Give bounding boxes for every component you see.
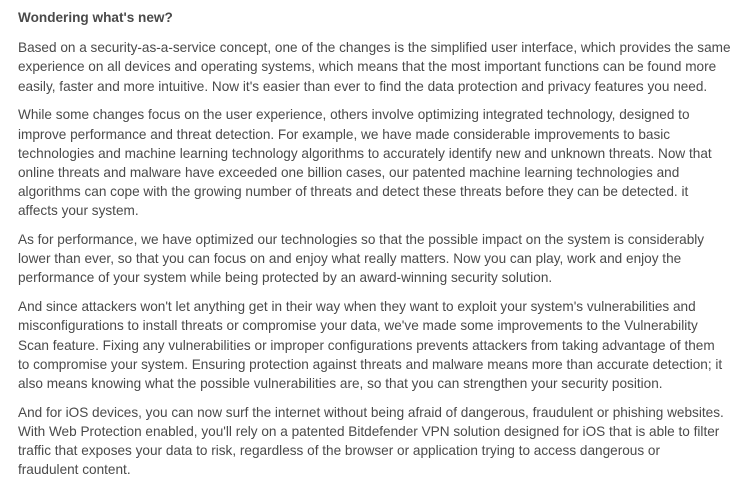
paragraph-line: Based on a security-as-a-service concept, one of the changes is the simplified user interface, which provides the same — [18, 40, 731, 56]
paragraph-line: technologies and machine learning technology algorithms to accurately identify new and unknown threats. Now that — [18, 145, 712, 161]
paragraph-line: Scan feature. Fixing any vulnerabilities or improper configurations prevents attackers from taking advantage of them — [18, 337, 715, 353]
paragraph-line: algorithms can cope with the growing number of threats and detect these threats before they can be detected. it — [18, 184, 689, 200]
paragraph-line: performance of your system while being protected by an award-winning security solution. — [18, 270, 553, 286]
paragraph-line: While some changes focus on the user experience, others involve optimizing integrated technology, designed to — [18, 107, 690, 123]
paragraph-line: online threats and malware have exceeded one billion cases, our patented machine learning technologies and — [18, 164, 680, 180]
paragraph-line: affects your system. — [18, 203, 139, 219]
paragraph-line: lower than ever, so that you can focus on and enjoy what really matters. Now you can play, work and enjoy the — [18, 251, 682, 267]
paragraph-line: As for performance, we have optimized our technologies so that the possible impact on the system is considerably — [18, 232, 705, 248]
paragraph-3 — [18, 230, 747, 288]
article-content — [18, 8, 747, 489]
paragraph-line: fraudulent content. — [18, 462, 131, 478]
paragraph-2 — [18, 105, 747, 220]
paragraph-line: misconfigurations to install threats or compromise your data, we've made some improvements to the Vulnerability — [18, 318, 698, 334]
paragraph-5 — [18, 403, 747, 480]
paragraph-line: With Web Protection enabled, you'll rely on a patented Bitdefender VPN solution designed for iOS that is able to filter — [18, 423, 720, 439]
paragraph-line: also means knowing what the possible vulnerabilities are, so that you can strengthen your security position. — [18, 375, 663, 391]
paragraph-4 — [18, 297, 747, 393]
paragraph-1 — [18, 38, 747, 96]
paragraph-line: experience on all devices and operating systems, which means that the most important functions can be found more — [18, 59, 717, 75]
paragraph-line: And since attackers won't let anything get in their way when they want to exploit your system's vulnerabilities and — [18, 299, 696, 315]
paragraph-line: easily, faster and more intuitive. Now it's easier than ever to find the data protection and privacy features you need. — [18, 78, 708, 94]
paragraph-line: improve performance and threat detection. For example, we have made considerable improvements to basic — [18, 126, 671, 142]
article-heading: Wondering what's new? — [18, 10, 173, 25]
paragraph-line: traffic that exposes your data to risk, regardless of the browser or application trying to access dangerous or — [18, 443, 661, 459]
paragraph-line: And for iOS devices, you can now surf the internet without being afraid of dangerous, fraudulent or phishing websites. — [18, 404, 724, 420]
paragraph-line: to compromise your system. Ensuring protection against threats and malware means more than accurate detection; it — [18, 356, 723, 372]
